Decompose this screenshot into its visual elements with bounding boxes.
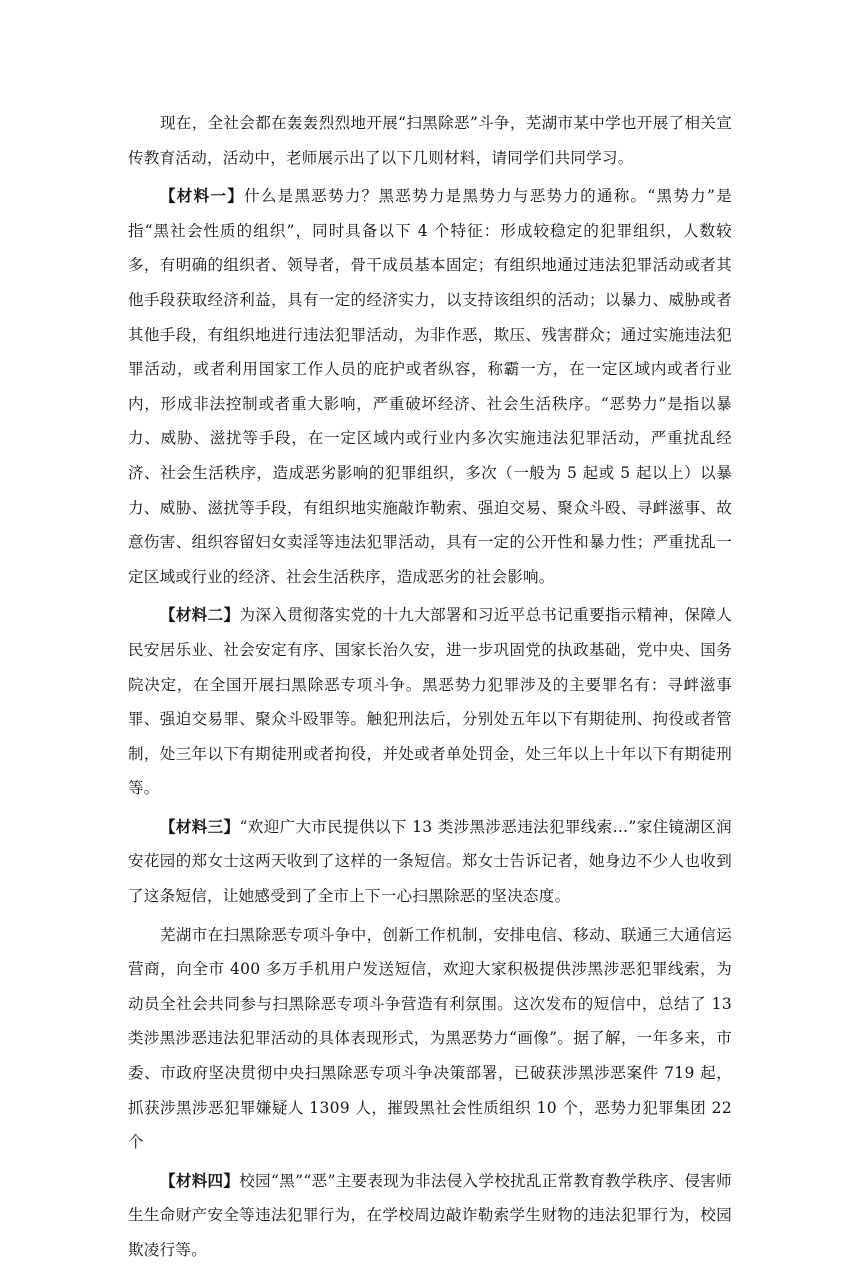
material-three-label: 【材料三】 [160,816,240,836]
material-two-text: 为深入贯彻落实党的十九大部署和习近平总书记重要指示精神，保障人民安居乐业、社会安定有序、国家长治久安，进一步巩固党的执政基础，党中央、国务院决定，在全国开展扫黑除恶专项斗争。黑恶势力犯罪涉及的主要罪名有：寻衅滋事罪、强迫交易罪、聚众斗殴罪等。触犯刑法后，分别处五年以下有期徒刑、拘役或者管制，处三年以下有期徒刑或者拘役，并处或者单处罚金，处三年以上十年以下有期徒刑等。 [128,606,732,798]
material-four-label: 【材料四】 [160,1170,240,1190]
material-two-label: 【材料二】 [160,605,240,625]
intro-paragraph: 现在，全社会都在轰轰烈烈地开展“扫黑除恶”斗争，芜湖市某中学也开展了相关宣传教育活动，活动中，老师展示出了以下几则材料，请同学们共同学习。 [128,114,732,167]
material-three-text: “欢迎广大市民提供以下 13 类涉黑涉恶违法犯罪线索…”家住镜湖区润安花园的郑女士这两天收到了这样的一条短信。郑女士告诉记者，她身边不少人也收到了这条短信，让她感受到了全市上下一心扫黑除恶的坚决态度。 [128,817,732,906]
material-one-label: 【材料一】 [160,186,245,206]
material-one-text: 什么是黑恶势力？黑恶势力是黑势力与恶势力的通称。“黑势力”是指“黑社会性质的组织”，同时具备以下 4 个特征：形成较稳定的犯罪组织，人数较多，有明确的组织者、领导者，骨干成员基本固定；有组织地通过违法犯罪活动或者其他手段获取经济利益，具有一定的经济实力，以支持该组织的活动；以暴力、威胁或者其他手段，有组织地进行违法犯罪活动，为非作恶，欺压、残害群众；通过实施违法犯罪活动，或者利用国家工作人员的庇护或者纵容，称霸一方，在一定区域内或者行业内，形成非法控制或者重大影响，严重破坏经济、社会生活秩序。“恶势力”是指以暴力、威胁、滋扰等手段，在一定区域内或行业内多次实施违法犯罪活动，严重扰乱经济、社会生活秩序，造成恶劣影响的犯罪组织，多次（一般为 5 起或 5 起以上）以暴力、威胁、滋扰等手段，有组织地实施敲诈勒索、强迫交易、聚众斗殴、寻衅滋事、故意伤害、组织容留妇女卖淫等违法犯罪活动，具有一定的公开性和暴力性；严重扰乱一定区域或行业的经济、社会生活秩序，造成恶劣的社会影响。 [128,187,732,586]
material-four-text: 校园“黑”“恶”主要表现为非法侵入学校扰乱正常教育教学秩序、侵害师生生命财产安全等违法犯罪行为，在学校周边敲诈勒索学生财物的违法犯罪行为，校园欺凌行等。 [128,1171,732,1259]
material-three-continuation: 芜湖市在扫黑除恶专项斗争中，创新工作机制，安排电信、移动、联通三大通信运营商，向全市 400 多万手机用户发送短信，欢迎大家积极提供涉黑涉恶犯罪线索，为动员全社会共同参与扫黑除恶专项斗争营造有利氛围。这次发布的短信中，总结了 13 类涉黑涉恶违法犯罪活动的具体表现形式，为黑恶势力“画像”。据了解，一年多来，市委、市政府坚决贯彻中央扫黑除恶专项斗争决策部署，已破获涉黑涉恶案件 719 起，抓获涉黑涉恶犯罪嫌疑人 1309 人，摧毁黑社会性质组织 10 个，恶势力犯罪集团 22 个 [128,925,732,1152]
material-two-paragraph [128,598,732,806]
material-three-paragraph [128,810,732,914]
material-one-paragraph [128,179,732,594]
document-body [128,106,732,1272]
